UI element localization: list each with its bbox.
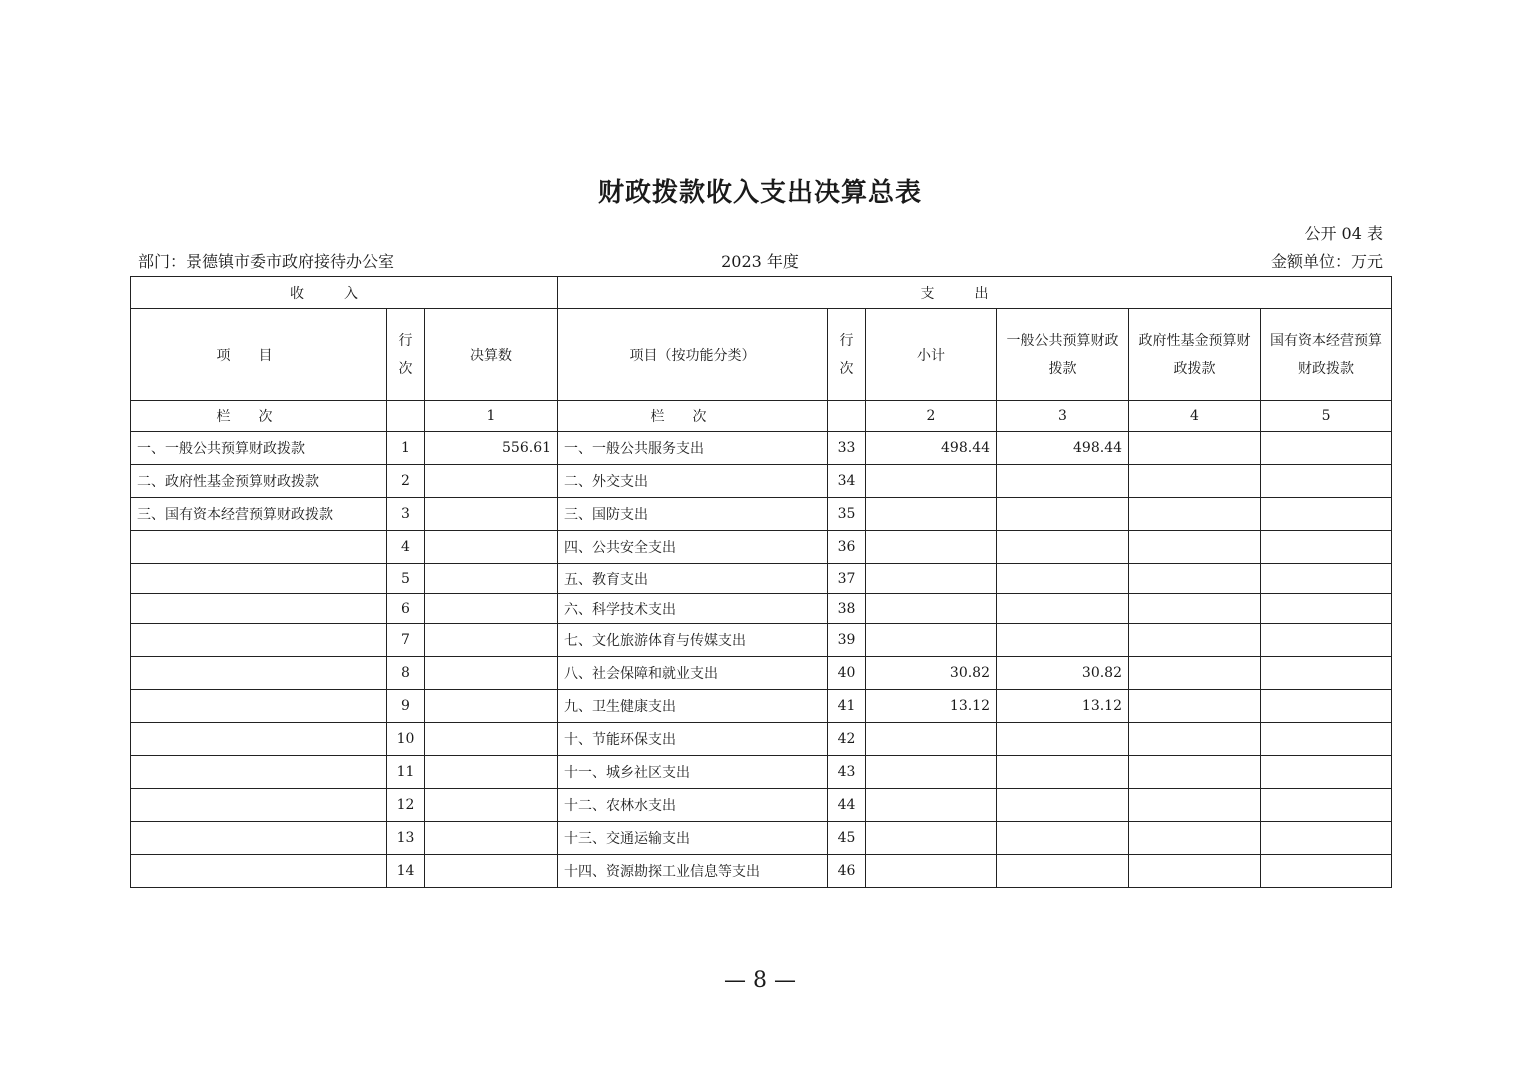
- gov-fund-cell: [1129, 657, 1261, 690]
- expense-row-no-cell: 36: [828, 531, 866, 564]
- subtotal-cell: [866, 564, 997, 594]
- income-amount-cell: [425, 498, 558, 531]
- income-item-cell: 三、国有资本经营预算财政拨款: [131, 498, 387, 531]
- state-capital-cell: [1261, 564, 1392, 594]
- expense-item-cell: 四、公共安全支出: [558, 531, 828, 564]
- income-item-cell: 二、政府性基金预算财政拨款: [131, 465, 387, 498]
- header-final-amount: 决算数: [425, 309, 558, 401]
- expense-item-cell: 十二、农林水支出: [558, 789, 828, 822]
- income-row-no-cell: 1: [387, 432, 425, 465]
- col-index-blank-1: [387, 401, 425, 432]
- income-row-no-cell: 6: [387, 594, 425, 624]
- gov-fund-cell: [1129, 432, 1261, 465]
- gov-fund-cell: [1129, 498, 1261, 531]
- subtotal-cell: 498.44: [866, 432, 997, 465]
- gov-fund-cell: [1129, 594, 1261, 624]
- expense-row-no-cell: 35: [828, 498, 866, 531]
- subtotal-cell: [866, 855, 997, 888]
- general-budget-cell: 30.82: [997, 657, 1129, 690]
- header-gov-fund: 政府性基金预算财政拨款: [1129, 309, 1261, 401]
- general-budget-cell: [997, 723, 1129, 756]
- general-budget-cell: [997, 789, 1129, 822]
- table-row: [131, 690, 1392, 723]
- income-row-no-cell: 10: [387, 723, 425, 756]
- expense-item-cell: 十、节能环保支出: [558, 723, 828, 756]
- income-item-cell: [131, 657, 387, 690]
- table-row: [131, 432, 1392, 465]
- income-amount-cell: [425, 657, 558, 690]
- table-row: [131, 723, 1392, 756]
- income-item-cell: 一、一般公共预算财政拨款: [131, 432, 387, 465]
- income-row-no-cell: 13: [387, 822, 425, 855]
- income-amount-cell: [425, 723, 558, 756]
- expense-item-cell: 二、外交支出: [558, 465, 828, 498]
- general-budget-cell: [997, 498, 1129, 531]
- state-capital-cell: [1261, 690, 1392, 723]
- income-item-cell: [131, 624, 387, 657]
- column-header-row: [131, 309, 1392, 401]
- expense-row-no-cell: 40: [828, 657, 866, 690]
- expense-row-no-cell: 46: [828, 855, 866, 888]
- col-index-label-left: 栏次: [131, 401, 387, 432]
- col-index-5: 5: [1261, 401, 1392, 432]
- gov-fund-cell: [1129, 624, 1261, 657]
- income-item-cell: [131, 564, 387, 594]
- subtotal-cell: 30.82: [866, 657, 997, 690]
- income-amount-cell: [425, 564, 558, 594]
- income-item-cell: [131, 855, 387, 888]
- col-index-2: 2: [866, 401, 997, 432]
- state-capital-cell: [1261, 465, 1392, 498]
- expense-item-cell: 十一、城乡社区支出: [558, 756, 828, 789]
- expense-item-cell: 三、国防支出: [558, 498, 828, 531]
- income-row-no-cell: 3: [387, 498, 425, 531]
- subtotal-cell: [866, 624, 997, 657]
- table-row: [131, 756, 1392, 789]
- subtotal-cell: [866, 756, 997, 789]
- header-item: 项目: [131, 309, 387, 401]
- general-budget-cell: 13.12: [997, 690, 1129, 723]
- expense-row-no-cell: 44: [828, 789, 866, 822]
- state-capital-cell: [1261, 624, 1392, 657]
- state-capital-cell: [1261, 657, 1392, 690]
- general-budget-cell: [997, 465, 1129, 498]
- income-item-cell: [131, 789, 387, 822]
- expense-item-cell: 八、社会保障和就业支出: [558, 657, 828, 690]
- gov-fund-cell: [1129, 564, 1261, 594]
- general-budget-cell: 498.44: [997, 432, 1129, 465]
- income-item-cell: [131, 690, 387, 723]
- general-budget-cell: [997, 564, 1129, 594]
- expense-item-cell: 十三、交通运输支出: [558, 822, 828, 855]
- income-item-cell: [131, 756, 387, 789]
- table-row: [131, 789, 1392, 822]
- expense-item-cell: 十四、资源勘探工业信息等支出: [558, 855, 828, 888]
- subtotal-cell: [866, 498, 997, 531]
- budget-summary-table: [130, 276, 1392, 888]
- expense-item-cell: 六、科学技术支出: [558, 594, 828, 624]
- general-budget-cell: [997, 624, 1129, 657]
- income-amount-cell: [425, 465, 558, 498]
- subtotal-cell: [866, 723, 997, 756]
- general-budget-cell: [997, 855, 1129, 888]
- col-index-3: 3: [997, 401, 1129, 432]
- income-row-no-cell: 4: [387, 531, 425, 564]
- table-row: [131, 657, 1392, 690]
- header-subtotal: 小计: [866, 309, 997, 401]
- expense-row-no-cell: 43: [828, 756, 866, 789]
- expense-row-no-cell: 33: [828, 432, 866, 465]
- expense-row-no-cell: 37: [828, 564, 866, 594]
- table-row: [131, 465, 1392, 498]
- col-index-4: 4: [1129, 401, 1261, 432]
- gov-fund-cell: [1129, 465, 1261, 498]
- col-index-1: 1: [425, 401, 558, 432]
- header-functional-item: 项目（按功能分类）: [558, 309, 828, 401]
- gov-fund-cell: [1129, 756, 1261, 789]
- subtotal-cell: [866, 465, 997, 498]
- header-general-budget: 一般公共预算财政拨款: [997, 309, 1129, 401]
- subtotal-cell: 13.12: [866, 690, 997, 723]
- department-label: 部门：景德镇市委市政府接待办公室: [138, 252, 395, 271]
- subtotal-cell: [866, 531, 997, 564]
- income-item-cell: [131, 723, 387, 756]
- income-amount-cell: [425, 789, 558, 822]
- table-row: [131, 564, 1392, 594]
- income-row-no-cell: 8: [387, 657, 425, 690]
- expense-row-no-cell: 34: [828, 465, 866, 498]
- income-amount-cell: [425, 624, 558, 657]
- form-number: 公开 04 表: [1304, 224, 1383, 243]
- column-index-row: [131, 401, 1392, 432]
- income-amount-cell: [425, 756, 558, 789]
- income-row-no-cell: 12: [387, 789, 425, 822]
- expense-item-cell: 一、一般公共服务支出: [558, 432, 828, 465]
- income-item-cell: [131, 594, 387, 624]
- col-index-blank-2: [828, 401, 866, 432]
- state-capital-cell: [1261, 723, 1392, 756]
- income-amount-cell: 556.61: [425, 432, 558, 465]
- expense-item-cell: 九、卫生健康支出: [558, 690, 828, 723]
- gov-fund-cell: [1129, 723, 1261, 756]
- income-amount-cell: [425, 822, 558, 855]
- page-number: — 8 —: [724, 968, 796, 993]
- expense-row-no-cell: 38: [828, 594, 866, 624]
- header-row-no-income: 行次: [387, 309, 425, 401]
- income-item-cell: [131, 531, 387, 564]
- table-row: [131, 624, 1392, 657]
- expense-item-cell: 五、教育支出: [558, 564, 828, 594]
- income-item-cell: [131, 822, 387, 855]
- income-section-header: 收入: [131, 277, 558, 309]
- state-capital-cell: [1261, 531, 1392, 564]
- state-capital-cell: [1261, 498, 1392, 531]
- header-state-capital: 国有资本经营预算财政拨款: [1261, 309, 1392, 401]
- fiscal-year-label: 2023 年度: [721, 252, 799, 271]
- income-amount-cell: [425, 690, 558, 723]
- gov-fund-cell: [1129, 690, 1261, 723]
- table-row: [131, 498, 1392, 531]
- subtotal-cell: [866, 789, 997, 822]
- income-row-no-cell: 2: [387, 465, 425, 498]
- income-amount-cell: [425, 594, 558, 624]
- table-row: [131, 531, 1392, 564]
- state-capital-cell: [1261, 855, 1392, 888]
- state-capital-cell: [1261, 756, 1392, 789]
- subtotal-cell: [866, 594, 997, 624]
- general-budget-cell: [997, 594, 1129, 624]
- state-capital-cell: [1261, 789, 1392, 822]
- expense-row-no-cell: 39: [828, 624, 866, 657]
- income-row-no-cell: 9: [387, 690, 425, 723]
- state-capital-cell: [1261, 594, 1392, 624]
- col-index-label-right: 栏次: [558, 401, 828, 432]
- gov-fund-cell: [1129, 855, 1261, 888]
- amount-unit-label: 金额单位：万元: [1270, 252, 1383, 271]
- income-row-no-cell: 5: [387, 564, 425, 594]
- page-title: 财政拨款收入支出决算总表: [597, 178, 922, 208]
- expense-row-no-cell: 41: [828, 690, 866, 723]
- income-row-no-cell: 14: [387, 855, 425, 888]
- expense-section-header: 支出: [558, 277, 1392, 309]
- state-capital-cell: [1261, 822, 1392, 855]
- income-amount-cell: [425, 531, 558, 564]
- expense-item-cell: 七、文化旅游体育与传媒支出: [558, 624, 828, 657]
- general-budget-cell: [997, 822, 1129, 855]
- subtotal-cell: [866, 822, 997, 855]
- general-budget-cell: [997, 756, 1129, 789]
- gov-fund-cell: [1129, 789, 1261, 822]
- gov-fund-cell: [1129, 822, 1261, 855]
- income-row-no-cell: 7: [387, 624, 425, 657]
- table-row: [131, 822, 1392, 855]
- income-amount-cell: [425, 855, 558, 888]
- expense-row-no-cell: 45: [828, 822, 866, 855]
- table-row: [131, 855, 1392, 888]
- table-row: [131, 594, 1392, 624]
- state-capital-cell: [1261, 432, 1392, 465]
- income-row-no-cell: 11: [387, 756, 425, 789]
- general-budget-cell: [997, 531, 1129, 564]
- section-header-row: [131, 277, 1392, 309]
- expense-row-no-cell: 42: [828, 723, 866, 756]
- header-row-no-expense: 行次: [828, 309, 866, 401]
- gov-fund-cell: [1129, 531, 1261, 564]
